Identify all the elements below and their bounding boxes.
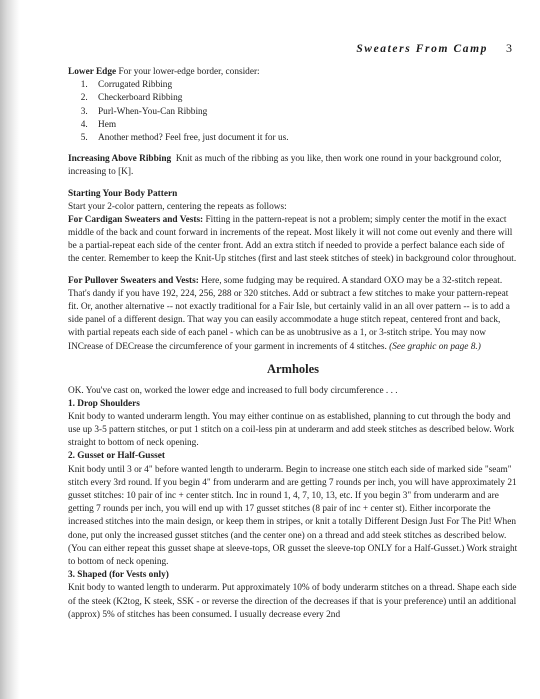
header-title: Sweaters From Camp xyxy=(356,43,488,55)
lower-edge-intro: For your lower-edge border, consider: xyxy=(118,67,260,77)
lower-edge-option: 1. Corrugated Ribbing xyxy=(90,79,518,92)
page-body xyxy=(68,66,518,622)
lower-edge-option: 5. Another method? Feel free, just document it for us. xyxy=(90,132,518,145)
pullover-text: Here, some fudging may be required. A standard OXO may be a 32-stitch repeat. That's dandy if you have 192, 224, 256, 288 or 320 stitches. Add or subtract a few stitches to make your pattern-repeat fit. Or, another alternative -- not exactly traditional for a Fair Isle, but certainly valid in an all over pattern -- is to add a side panel of a different design. That way you can easily accommodate a huge stitch repeat, centered front and back, with partial repeats each side of each panel - which can be as unobtrusive as a 1, or 3-stitch stripe. You may now INCrease of DECrease the circumference of your garment in increments of 4 stitches. xyxy=(68,275,510,352)
starting-text: Start your 2-color pattern, centering the repeats as follows: xyxy=(68,201,287,212)
shaped-label xyxy=(68,569,518,582)
lower-edge-option: 4. Hem xyxy=(90,119,518,132)
shaped-title: 3. Shaped (for Vests only) xyxy=(68,570,169,581)
cardigan-text: Fitting in the pattern-repeat is not a problem; simply center the motif in the exact middle of the back and count forward in increments of the repeat. Most likely it will not come out evenly and there will be a partial-repeat each side of the center front. Add an extra stitch if needed to provide a perfect balance each side of the center. Remember to keep the Knit-Up stitches (first and last steek stitches of steek) in background color throughout. xyxy=(68,214,517,265)
drop-shoulders-text: Knit body to wanted underarm length. You may either continue on as established, planning to cut through the body and use up 3-5 pattern stitches, or put 1 stitch on a coil-less pin at underarm and add steek stitches as described below. Work straight to bottom of neck opening. xyxy=(68,411,515,449)
increasing-text: Knit as much of the ribbing as you like, then work one round in your background color, increasing to [K]. xyxy=(68,154,502,178)
cardigan-label: For Cardigan Sweaters and Vests: xyxy=(68,214,204,225)
lower-edge-label: Lower Edge xyxy=(68,67,117,77)
starting-heading xyxy=(68,188,518,201)
pullover-paragraph xyxy=(68,275,518,354)
lower-edge-option: 3. Purl-When-You-Can Ribbing xyxy=(90,106,518,119)
pullover-note: (See graphic on page 8.) xyxy=(389,341,481,352)
gusset-text: Knit body until 3 or 4" before wanted length to underarm. Begin to increase one stitch each side of marked side "seam" stitch every 3rd round. If you begin 4" from underarm and are getting 7 rounds per inch, you will have approximately 21 gusset stitches: 10 pair of inc + center stitch. Inc in round 1, 4, 7, 10, 13, etc. If you begin 3" from underarm and are getting 7 rounds per inch, you will end up with 17 gusset stitches (8 pair of inc + center st). Either incorporate the increased stitches into the main design, or keep them in stripes, or knit a totally Different Design Just For The Pit! When done, put only the increased gusset stitches (and the center one) on a thread and add steek stitches as described below. (You can either repeat this gusset shape at sleeve-tops, OR gusset the sleeve-top ONLY for a Half-Gusset.) Work straight to bottom of neck opening. xyxy=(68,464,518,567)
running-header xyxy=(356,41,512,56)
armholes-heading: Armholes xyxy=(266,361,320,376)
gusset-title: 2. Gusset or Half-Gusset xyxy=(68,451,165,462)
increasing-paragraph xyxy=(68,153,518,179)
page-edge-shadow xyxy=(0,0,20,699)
drop-shoulders-title: 1. Drop Shoulders xyxy=(68,398,140,409)
cardigan-paragraph xyxy=(68,214,518,267)
starting-label: Starting Your Body Pattern xyxy=(68,188,178,199)
lower-edge-paragraph xyxy=(68,66,518,79)
pullover-label: For Pullover Sweaters and Vests: xyxy=(68,275,199,286)
lower-edge-option: 2. Checkerboard Ribbing xyxy=(90,92,518,105)
armholes-intro: OK. You've cast on, worked the lower edge and increased to full body circumference . . . xyxy=(68,385,398,396)
increasing-label: Increasing Above Ribbing xyxy=(68,154,172,165)
shaped-text: Knit body to wanted length to underarm. Put approximately 10% of body underarm stitches on a thread. Shape each side of the steek (K2tog, K steek, SSK - or reverse the direction of the decreases if that is your preference) until an additional (approx) 5% of stitches has been consumed. I usually decrease every 2nd xyxy=(68,583,517,620)
gusset-label xyxy=(68,450,518,463)
lower-edge-options-list xyxy=(68,79,518,145)
page-number: 3 xyxy=(506,41,512,55)
drop-shoulders-label xyxy=(68,398,518,411)
